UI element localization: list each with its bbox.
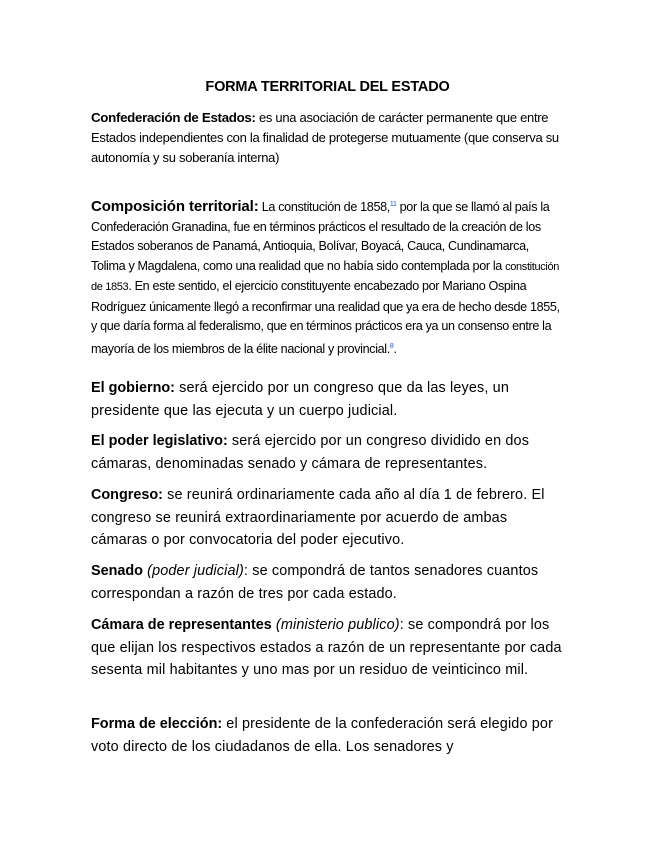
- composicion-text-c: . En este sentido, el ejercicio constituyente encabezado por Mariano Ospina Rodríguez únicamente llegó a reconfirmar una realidad que ya era de hecho desde 1855, y que daría forma al federalismo, que en términos prácticos era ya un consenso entre la mayoría de los miembros de la élite nacional y provincial.: [91, 279, 560, 356]
- document-title: FORMA TERRITORIAL DEL ESTADO: [205, 79, 450, 95]
- legislativo-label: El poder legislativo:: [91, 433, 228, 449]
- camara-paragraph: [91, 614, 566, 682]
- gobierno-label: El gobierno:: [91, 380, 175, 396]
- legislativo-text: será ejercido por un congreso dividido en dos cámaras, denominadas senado y cámara de representantes.: [91, 433, 530, 472]
- gobierno-text: será ejercido por un congreso que da las leyes, un presidente que las ejecuta y un cuerpo judicial.: [91, 380, 509, 419]
- composicion-small-text: constitución de 1853: [91, 260, 560, 294]
- eleccion-text: el presidente de la confederación será elegido por voto directo de los ciudadanos de ella. Los senadores y: [91, 716, 554, 755]
- congreso-label: Congreso:: [91, 487, 163, 503]
- composicion-text-a: La constitución de 1858,: [258, 200, 390, 215]
- eleccion-paragraph: [91, 713, 566, 758]
- senado-text: : se compondrá de tantos senadores cuantos correspondan a razón de tres por cada estado.: [91, 563, 539, 602]
- congreso-text: se reunirá ordinariamente cada año al día 1 de febrero. El congreso se reunirá extraordinariamente por acuerdo de ambas cámaras o por convocatoria del poder ejecutivo.: [91, 487, 545, 548]
- camara-label: Cámara de representantes: [91, 617, 272, 633]
- composicion-end: .: [393, 341, 397, 356]
- senado-italic: (poder judicial): [142, 563, 244, 579]
- gobierno-paragraph: [91, 377, 566, 422]
- senado-label: Senado: [91, 563, 143, 579]
- camara-italic: (ministerio publico): [271, 617, 400, 633]
- legislativo-paragraph: [91, 430, 566, 475]
- composicion-text-b: por la que se llamó al país la Confederación Granadina, fue en términos prácticos el resultado de la creación de los Estados soberanos de Panamá, Antioquia, Bolívar, Boyacá, Cauca, Cundinamarca, Tolima y Magdalena, como una realidad que no había sido contemplada por la: [91, 200, 550, 273]
- composicion-paragraph: [91, 195, 561, 359]
- footnote-link-11[interactable]: 11: [389, 201, 397, 208]
- footnote-link-8[interactable]: 8: [389, 342, 394, 350]
- camara-text: : se compondrá por los que elijan los respectivos estados a razón de un representante por cada sesenta mil habitantes y uno mas por un residuo de veinticinco mil.: [91, 617, 562, 678]
- confederacion-text: es una asociación de carácter permanente que entre Estados independientes con la finalidad de protegerse mutuamente (que conserva su autonomía y su soberanía interna): [91, 110, 559, 165]
- confederacion-paragraph: [91, 108, 561, 168]
- confederacion-label: Confederación de Estados:: [91, 110, 256, 125]
- congreso-paragraph: [91, 484, 566, 552]
- eleccion-label: Forma de elección:: [91, 716, 223, 732]
- senado-paragraph: [91, 560, 566, 605]
- composicion-label: Composición territorial:: [91, 198, 259, 216]
